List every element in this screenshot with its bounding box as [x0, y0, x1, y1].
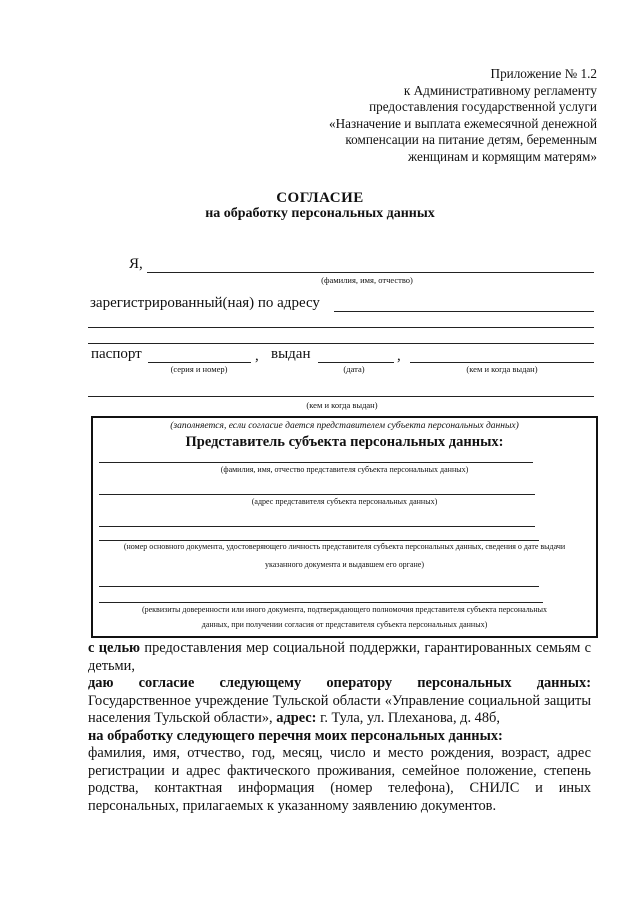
issue-date-line[interactable] [318, 362, 394, 363]
by-whom-hint-2: (кем и когда выдан) [306, 400, 378, 410]
address-bold: адрес: [276, 710, 317, 726]
address-field-line-2[interactable] [88, 327, 594, 328]
i-label: Я, [129, 256, 143, 272]
address-field-line[interactable] [334, 311, 594, 312]
appendix-line: Приложение № 1.2 [490, 66, 597, 81]
series-hint: (серия и номер) [170, 364, 228, 374]
appendix-line: к Административному регламенту [403, 82, 597, 98]
comma: , [397, 348, 401, 364]
fio-field-line[interactable] [147, 272, 594, 273]
document-subtitle: на обработку персональных данных [205, 206, 435, 221]
comma: , [255, 348, 259, 364]
rep-document-hint-2: указанного документа и выдавшем его органе) [264, 560, 424, 569]
purpose-paragraph [88, 640, 591, 675]
passport-label: паспорт [91, 346, 142, 362]
representative-section [91, 416, 598, 638]
rep-power-hint-2: данных, при получении согласия от представителя субъекта персональных данных) [201, 620, 488, 629]
appendix-line: женщинам и кормящим матерям» [408, 148, 597, 164]
rep-fio-hint: (фамилия, имя, отчество представителя субъекта персональных данных) [220, 465, 469, 474]
document-title: СОГЛАСИЕ [276, 190, 364, 206]
operator-text: Государственное учреждение Тульской области «Управление социальной защиты населения Тульской области», [88, 692, 591, 726]
appendix-header [297, 66, 597, 166]
address-label: зарегистрированный(ная) по адресу [90, 295, 320, 311]
appendix-line: предоставления государственной услуги [369, 99, 597, 115]
rep-power-line[interactable] [99, 586, 539, 587]
list-bold: на обработку следующего перечня моих персональных данных: [88, 727, 503, 744]
representative-title: Представитель субъекта персональных данных: [185, 434, 504, 450]
rep-address-hint: (адрес представителя субъекта персональных данных) [251, 497, 438, 506]
representative-note: (заполняется, если согласие дается представителем субъекта персональных данных) [170, 421, 519, 431]
purpose-text: предоставления мер социальной поддержки, гарантированных семьям с детьми, [88, 640, 591, 674]
consent-bold: даю согласие следующему оператору персональных данных: [88, 675, 591, 691]
purpose-bold: с целью [88, 640, 141, 656]
passport-number-line[interactable] [148, 362, 251, 363]
list-heading [88, 728, 591, 746]
address-field-line-3[interactable] [88, 343, 594, 344]
operator-address: г. Тула, ул. Плеханова, д. 48б, [316, 710, 500, 726]
issued-label: выдан [271, 346, 311, 362]
appendix-line: компенсации на питание детям, беременным [345, 132, 597, 148]
operator-paragraph [88, 693, 591, 728]
rep-document-hint: (номер основного документа, удостоверяющего личность представителя субъекта персональных данных, сведения о дате выдачи [123, 542, 566, 551]
list-paragraph: фамилия, имя, отчество, год, месяц, число и место рождения, возраст, адрес регистрации и адрес фактического проживания, семейное положение, степень родства, контактная информация (номер телефона), СНИЛС и иных персональных, прилагаемых к указанному заявлению документов. [88, 745, 591, 814]
appendix-line: «Назначение и выплата ежемесячной денежной [329, 115, 597, 131]
date-hint: (дата) [343, 364, 365, 374]
operator-heading [88, 675, 591, 693]
rep-power-hint: (реквизиты доверенности или иного документа, подтверждающего полномочия представителя субъекта персональных [141, 605, 548, 614]
issued-by-line-2[interactable] [88, 396, 594, 397]
consent-body [88, 640, 591, 815]
issued-by-line[interactable] [410, 362, 594, 363]
by-whom-hint: (кем и когда выдан) [466, 364, 538, 374]
rep-document-line[interactable] [99, 526, 535, 527]
fio-hint: (фамилия, имя, отчество) [321, 275, 413, 285]
